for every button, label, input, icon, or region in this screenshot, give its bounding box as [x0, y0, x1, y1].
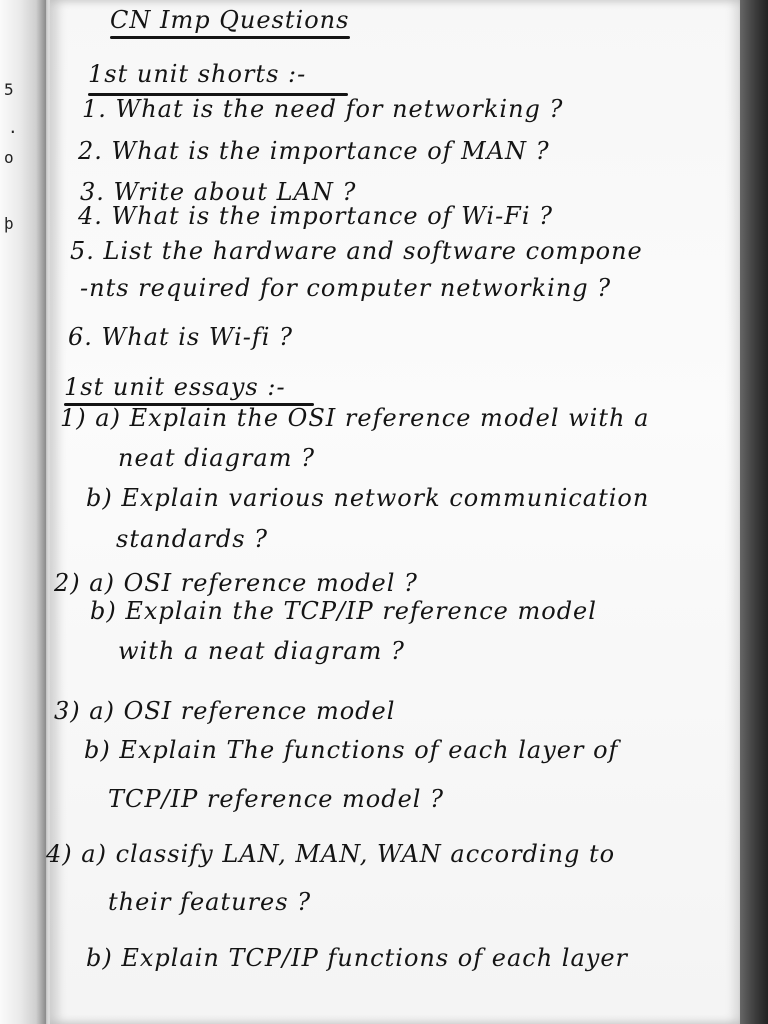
- essay-question: 4) a) classify LAN, MAN, WAN according to: [46, 840, 616, 868]
- essay-question: standards ?: [116, 525, 269, 553]
- short-question: 4. What is the importance of Wi-Fi ?: [78, 202, 554, 230]
- essays-heading: 1st unit essays :-: [64, 373, 286, 401]
- short-question: 5. List the hardware and software compone: [70, 237, 643, 265]
- edge-mark: 5: [4, 80, 14, 99]
- essay-question: b) Explain TCP/IP functions of each layer: [86, 944, 629, 972]
- short-question: 6. What is Wi-fi ?: [68, 323, 293, 351]
- binding-edge: [0, 0, 46, 1024]
- essay-question: their features ?: [108, 888, 312, 916]
- essay-question: TCP/IP reference model ?: [108, 785, 444, 813]
- essay-question: b) Explain the TCP/IP reference model: [90, 597, 597, 625]
- essay-question: 1) a) Explain the OSI reference model with a: [60, 404, 650, 432]
- page-edge-shadow: [738, 0, 768, 1024]
- essay-question: 2) a) OSI reference model ?: [54, 569, 418, 597]
- essay-question: with a neat diagram ?: [118, 637, 405, 665]
- short-question: 1. What is the need for networking ?: [82, 95, 564, 123]
- edge-mark: o: [4, 148, 14, 167]
- essay-question: neat diagram ?: [118, 444, 315, 472]
- essay-question: 3) a) OSI reference model: [54, 697, 396, 725]
- title-underline: [110, 36, 350, 39]
- essay-question: b) Explain The functions of each layer of: [84, 736, 619, 764]
- edge-mark: .: [8, 118, 18, 137]
- short-question: -nts required for computer networking ?: [80, 274, 612, 302]
- short-question: 3. Write about LAN ?: [80, 178, 357, 206]
- essay-question: b) Explain various network communication: [86, 484, 650, 512]
- shorts-heading: 1st unit shorts :-: [88, 60, 307, 88]
- edge-mark: þ: [4, 214, 14, 233]
- short-question: 2. What is the importance of MAN ?: [78, 137, 550, 165]
- page-title: CN Imp Questions: [110, 6, 350, 34]
